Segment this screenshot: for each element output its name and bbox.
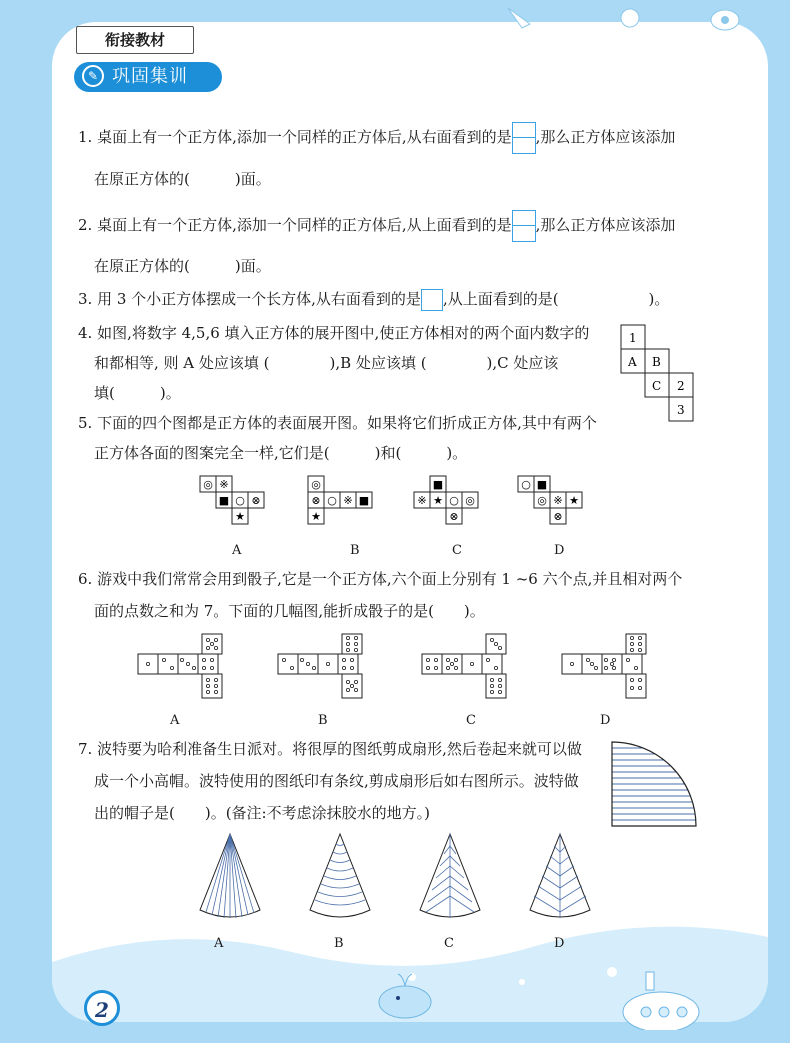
whale-icon	[370, 972, 440, 1022]
svg-text:■: ■	[358, 494, 370, 507]
q5-cube-nets	[196, 472, 616, 532]
svg-text:※: ※	[553, 494, 563, 507]
q7-line3: 出的帽子是( )。(备注:不考虑涂抹胶水的地方。)	[94, 804, 430, 822]
q6-line2: 面的点数之和为 7。下面的几幅图,能折成骰子的是( )。	[94, 602, 485, 620]
q7-striped-sector	[610, 740, 700, 830]
series-label: 衔接教材	[76, 26, 194, 54]
submarine-icon	[616, 970, 706, 1030]
svg-text:■: ■	[218, 494, 230, 507]
svg-text:※: ※	[417, 494, 427, 507]
q4-line2: 和都相等, 则 A 处应该填 ( ),B 处应该填 ( ),C 处应该	[94, 354, 559, 372]
q7-line2: 成一个小高帽。波特使用的图纸印有条纹,剪成扇形后如右图所示。波特做	[94, 772, 579, 790]
q1-line2: 在原正方体的( )面。	[94, 170, 271, 188]
q6-option-C: C	[466, 713, 476, 728]
svg-text:■: ■	[432, 478, 444, 491]
svg-text:◎: ◎	[537, 494, 547, 507]
q6-line1: 6. 游戏中我们常常会用到骰子,它是一个正方体,六个面上分别有 1 ~6 六个点,并且相对两个	[78, 570, 683, 588]
net-cell-C: C	[652, 379, 662, 393]
q7-hat-options	[190, 830, 600, 926]
net-cell-A: A	[628, 355, 637, 369]
q6-dice-nets	[136, 632, 656, 704]
q5-option-D: D	[554, 543, 565, 558]
svg-text:○: ○	[521, 478, 531, 491]
q1-text-a: 1. 桌面上有一个正方体,添加一个同样的正方体后,从右面看到的是	[78, 128, 512, 146]
page-number: 2	[84, 990, 120, 1026]
q5-option-B: B	[350, 543, 360, 558]
q7-option-C: C	[444, 936, 454, 951]
q5-option-C: C	[452, 543, 462, 558]
q4-cube-net	[620, 324, 696, 426]
svg-text:★: ★	[569, 494, 579, 507]
q4-line1: 4. 如图,将数字 4,5,6 填入正方体的展开图中,使正方体相对的两个面内数字的	[78, 324, 590, 342]
svg-text:◎: ◎	[465, 494, 475, 507]
q1-line1	[78, 122, 675, 154]
svg-text:※: ※	[219, 478, 229, 491]
net-cell-1: 1	[629, 331, 637, 345]
net-cell-3: 3	[677, 403, 685, 417]
net-cell-2: 2	[677, 379, 685, 393]
section-title-banner	[74, 62, 222, 92]
q4-line3: 填( )。	[94, 384, 181, 402]
q7-option-D: D	[554, 936, 565, 951]
q3-line	[78, 288, 669, 311]
q1-view-figure	[512, 122, 536, 154]
q2-line1	[78, 210, 675, 242]
q3-text-b: ,从上面看到的是( )。	[442, 290, 670, 308]
svg-text:⊗: ⊗	[311, 494, 321, 507]
svg-text:■: ■	[536, 478, 548, 491]
svg-text:※: ※	[343, 494, 353, 507]
svg-text:○: ○	[235, 494, 245, 507]
q6-option-A: A	[170, 713, 180, 728]
q7-option-A: A	[214, 936, 224, 951]
svg-text:★: ★	[433, 494, 443, 507]
svg-text:⊗: ⊗	[449, 510, 459, 523]
q2-text-b: ,那么正方体应该添加	[535, 216, 676, 234]
q7-option-B: B	[334, 936, 344, 951]
rocket-icon	[500, 2, 780, 42]
svg-text:◎: ◎	[203, 478, 213, 491]
q6-option-B: B	[318, 713, 328, 728]
q1-text-b: ,那么正方体应该添加	[535, 128, 676, 146]
svg-text:★: ★	[311, 510, 321, 523]
pencil-icon: ✎	[82, 65, 104, 87]
q2-view-figure	[512, 210, 536, 242]
q2-text-a: 2. 桌面上有一个正方体,添加一个同样的正方体后,从上面看到的是	[78, 216, 512, 234]
q7-line1: 7. 波特要为哈利准备生日派对。将很厚的图纸剪成扇形,然后卷起来就可以做	[78, 740, 582, 758]
q5-line2: 正方体各面的图案完全一样,它们是( )和( )。	[94, 444, 468, 462]
q2-line2: 在原正方体的( )面。	[94, 257, 271, 275]
svg-text:○: ○	[449, 494, 459, 507]
q5-line1: 5. 下面的四个图都是正方体的表面展开图。如果将它们折成正方体,其中有两个	[78, 414, 597, 432]
section-title: 巩固集训	[112, 66, 188, 87]
q3-text-a: 3. 用 3 个小正方体摆成一个长方体,从右面看到的是	[78, 290, 421, 308]
svg-text:◎: ◎	[311, 478, 321, 491]
q6-option-D: D	[600, 713, 611, 728]
svg-text:⊗: ⊗	[251, 494, 261, 507]
svg-text:★: ★	[235, 510, 245, 523]
svg-text:○: ○	[327, 494, 337, 507]
svg-text:⊗: ⊗	[553, 510, 563, 523]
q3-view-figure	[421, 289, 443, 311]
net-cell-B: B	[652, 355, 661, 369]
q5-option-A: A	[232, 543, 242, 558]
